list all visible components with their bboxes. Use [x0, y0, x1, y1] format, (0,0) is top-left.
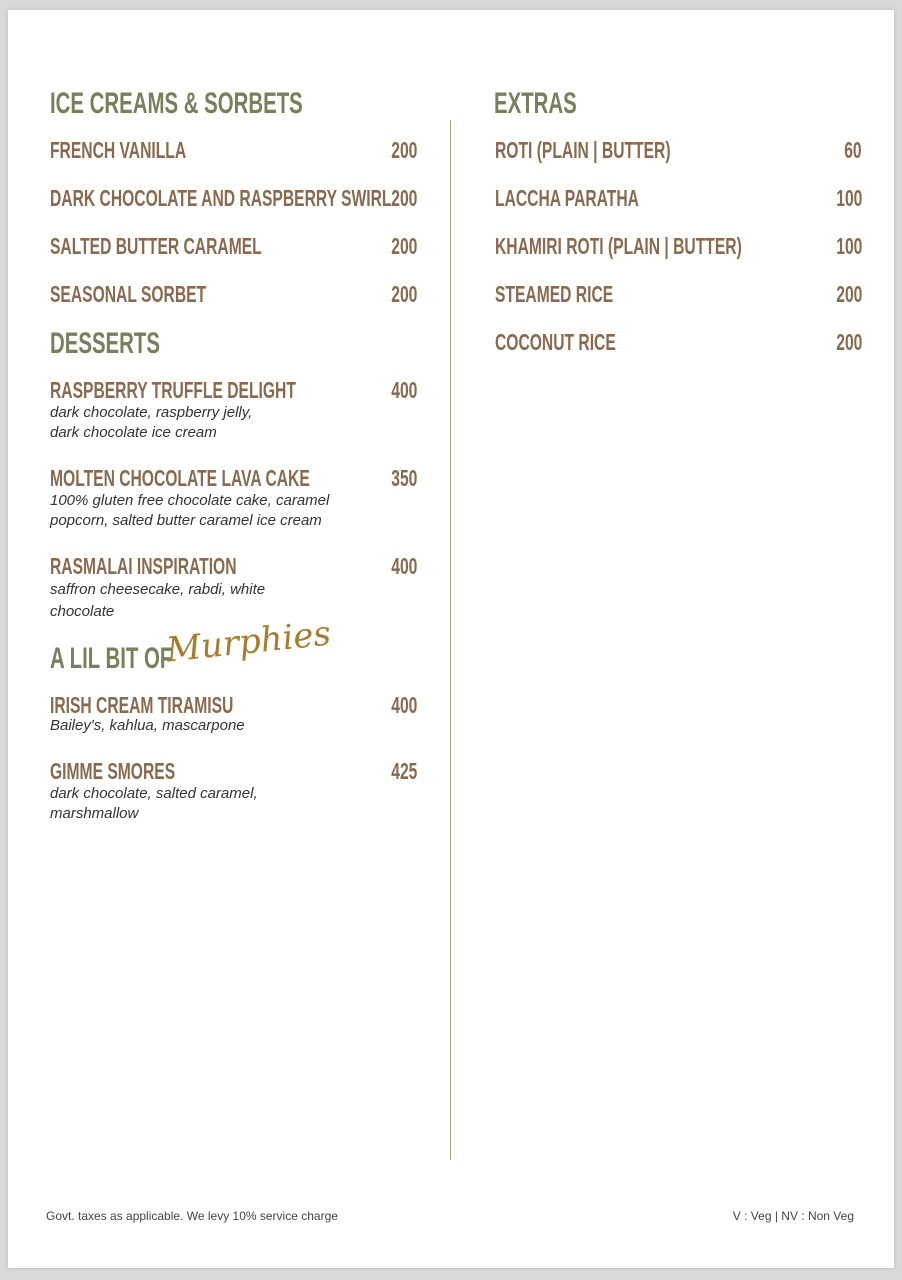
menu-item-price: 200 — [390, 137, 417, 163]
menu-item-price: 200 — [390, 185, 417, 211]
menu-item-name: SEASONAL SORBET — [50, 281, 207, 307]
menu-item-name: KHAMIRI ROTI (PLAIN | BUTTER) — [495, 233, 742, 259]
menu-item-price: 100 — [835, 233, 862, 259]
menu-item-name: LACCHA PARATHA — [495, 185, 639, 211]
menu-item-name: IRISH CREAM TIRAMISU — [50, 692, 234, 718]
menu-item-name: FRENCH VANILLA — [50, 137, 187, 163]
menu-page — [8, 10, 894, 1268]
murphies-logo: Murphies — [164, 613, 333, 671]
menu-item-price: 100 — [835, 185, 862, 211]
column-divider — [450, 120, 451, 1160]
heading-text: ICE CREAMS & SORBETS — [50, 87, 303, 120]
footer-tax-note: Govt. taxes as applicable. We levy 10% service charge — [46, 1209, 338, 1223]
menu-item-name: SALTED BUTTER CARAMEL — [50, 233, 262, 259]
menu-item-price: 200 — [835, 329, 862, 355]
menu-item-description: dark chocolate, salted caramel, marshmallow — [50, 785, 258, 822]
menu-item-description: 100% gluten free chocolate cake, caramel popcorn, salted butter caramel ice cream — [50, 492, 330, 529]
section-title-desserts: DESSERTS — [50, 327, 160, 360]
menu-item-description: saffron cheesecake, rabdi, white chocolate — [50, 581, 266, 620]
menu-item-price: 400 — [390, 692, 417, 718]
footer-veg-legend: V : Veg | NV : Non Veg — [732, 1209, 854, 1223]
menu-item-name: ROTI (PLAIN | BUTTER) — [495, 137, 671, 163]
section-title-murphies: A LIL BIT OF — [50, 642, 173, 675]
menu-item-price: 200 — [390, 233, 417, 259]
menu-item-price: 400 — [390, 377, 417, 403]
menu-item-price: 400 — [390, 553, 417, 579]
menu-item-name: DARK CHOCOLATE AND RASPBERRY SWIRL — [50, 185, 392, 211]
menu-item-description: Bailey's, kahlua, mascarpone — [50, 717, 245, 734]
menu-item-price: 200 — [390, 281, 417, 307]
menu-item-name: COCONUT RICE — [495, 329, 616, 355]
menu-item-name: GIMME SMORES — [50, 758, 176, 784]
menu-item-name: MOLTEN CHOCOLATE LAVA CAKE — [50, 465, 310, 491]
menu-item-price: 425 — [390, 758, 417, 784]
menu-item-price: 60 — [844, 137, 862, 163]
menu-item-price: 200 — [835, 281, 862, 307]
menu-item-name: RASPBERRY TRUFFLE DELIGHT — [50, 377, 296, 403]
menu-item-price: 350 — [390, 465, 417, 491]
menu-item-name: STEAMED RICE — [495, 281, 614, 307]
menu-item-description: dark chocolate, raspberry jelly, dark chocolate ice cream — [50, 404, 253, 441]
menu-item-name: RASMALAI INSPIRATION — [50, 553, 237, 579]
section-title-extras: EXTRAS — [494, 87, 577, 120]
section-title-ice-creams — [50, 88, 422, 120]
